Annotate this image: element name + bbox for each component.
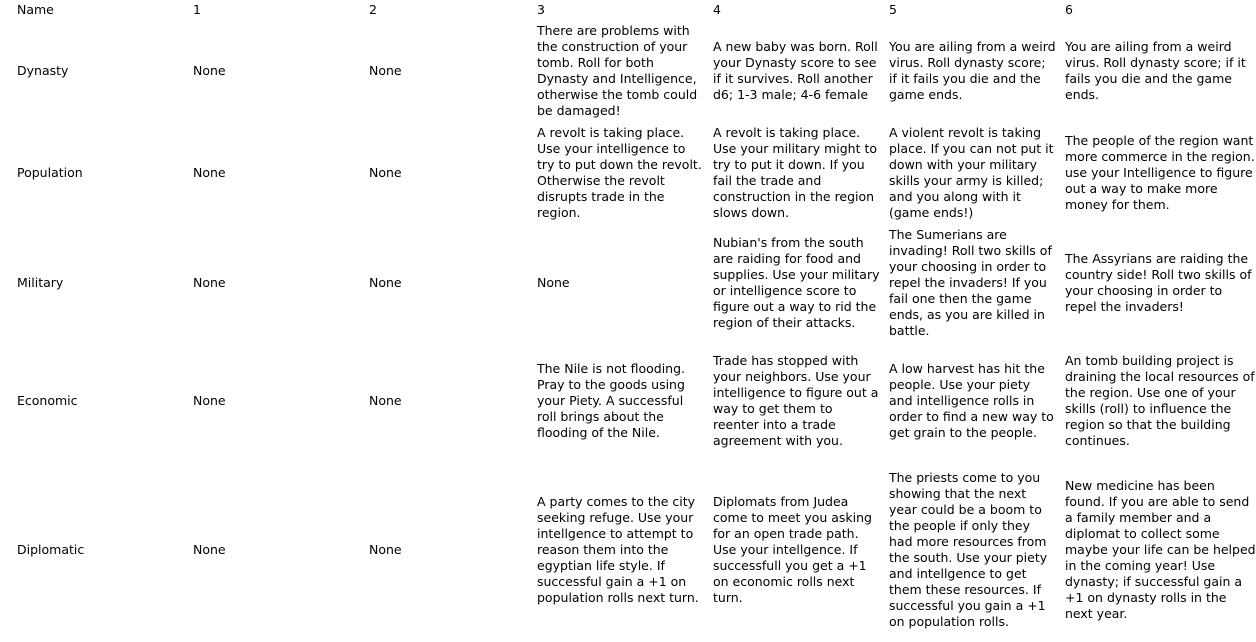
- table-cell: None: [193, 63, 226, 78]
- table-cell: You are ailing from a weird virus. Roll dynasty score; if it fails you die and the game ends.: [1065, 39, 1246, 102]
- column-header-4: 4: [713, 2, 721, 17]
- table-cell: The priests come to you showing that the next year could be a boom to the people if only they had more resources from the south. Use your piety and intellgence to get them these resources. If successful you gain a +1 on population rolls.: [889, 470, 1048, 629]
- table-cell: None: [193, 542, 226, 557]
- table-cell: An tomb building project is draining the local resources of the region. Use one of your skills (roll) to influence the region so that the building continues.: [1065, 353, 1255, 448]
- table-cell: The Nile is not flooding. Pray to the goods using your Piety. A successful roll brings about the flooding of the Nile.: [537, 361, 685, 440]
- header-row: [0, 0, 1256, 19]
- table-cell: None: [369, 542, 402, 557]
- row-label: Military: [17, 275, 64, 290]
- row-label: Economic: [17, 393, 78, 408]
- table-cell: A revolt is taking place. Use your intelligence to try to put down the revolt. Otherwise the revolt disrupts trade in the region.: [537, 125, 702, 220]
- table-cell: A low harvest has hit the people. Use your piety and intelligence rolls in order to find a new way to get grain to the people.: [889, 361, 1054, 440]
- table-cell: None: [369, 165, 402, 180]
- table-cell: None: [537, 275, 570, 290]
- table-cell: Nubian's from the south are raiding for food and supplies. Use your military or intelligence score to figure out a way to rid the region of their attacks.: [713, 235, 880, 330]
- row-label: Dynasty: [17, 63, 69, 78]
- table-row-diplomatic: [0, 459, 1256, 641]
- table-cell: There are problems with the construction of your tomb. Roll for both Dynasty and Intelligence, otherwise the tomb could be damaged!: [537, 23, 698, 118]
- column-header-1: 1: [193, 2, 201, 17]
- table-cell: None: [369, 63, 402, 78]
- table-row-dynasty: [0, 19, 1256, 123]
- table-cell: A violent revolt is taking place. If you can not put it down with your military skills your army is killed; and you along with it (game ends!): [889, 125, 1054, 220]
- table-cell: Trade has stopped with your neighbors. Use your intelligence to figure out a way to get them to reenter into a trade agreement with you.: [713, 353, 879, 448]
- table-cell: None: [369, 393, 402, 408]
- table-cell: The people of the region want more commerce in the region. use your Intelligence to figure out a way to make more money for them.: [1065, 133, 1255, 212]
- table-row-military: [0, 223, 1256, 343]
- table-cell: A party comes to the city seeking refuge. Use your intellgence to attempt to reason them into the egyptian life style. If successful gain a +1 on population rolls next turn.: [537, 494, 699, 605]
- table-cell: A new baby was born. Roll your Dynasty score to see if it survives. Roll another d6; 1-3 male; 4-6 female: [713, 39, 878, 102]
- column-header-5: 5: [889, 2, 897, 17]
- table-cell: A revolt is taking place. Use your military might to try to put it down. If you fail the trade and construction in the region slows down.: [713, 125, 878, 220]
- table-cell: The Assyrians are raiding the country side! Roll two skills of your choosing in order to repel the invaders!: [1065, 251, 1252, 314]
- table-cell: None: [193, 165, 226, 180]
- table-row-economic: [0, 343, 1256, 459]
- column-header-3: 3: [537, 2, 545, 17]
- column-header-name: Name: [17, 2, 54, 17]
- table-cell: None: [193, 393, 226, 408]
- column-header-2: 2: [369, 2, 377, 17]
- table-cell: The Sumerians are invading! Roll two skills of your choosing in order to repel the invaders! If you fail one then the game ends, as you are killed in battle.: [889, 227, 1052, 338]
- table-cell: None: [193, 275, 226, 290]
- column-header-6: 6: [1065, 2, 1073, 17]
- row-label: Population: [17, 165, 83, 180]
- table-cell: New medicine has been found. If you are able to send a family member and a diplomat to collect some maybe your life can be helped in the coming year! Use dynasty; if successful gain a +1 on dynasty rolls in the next year.: [1065, 478, 1256, 621]
- row-label: Diplomatic: [17, 542, 85, 557]
- table-cell: Diplomats from Judea come to meet you asking for an open trade path. Use your intellgence. If successfull you get a +1 on economic rolls next turn.: [713, 494, 872, 605]
- table-cell: You are ailing from a weird virus. Roll dynasty score; if it fails you die and the game ends.: [889, 39, 1056, 102]
- table-row-population: [0, 123, 1256, 223]
- table-cell: None: [369, 275, 402, 290]
